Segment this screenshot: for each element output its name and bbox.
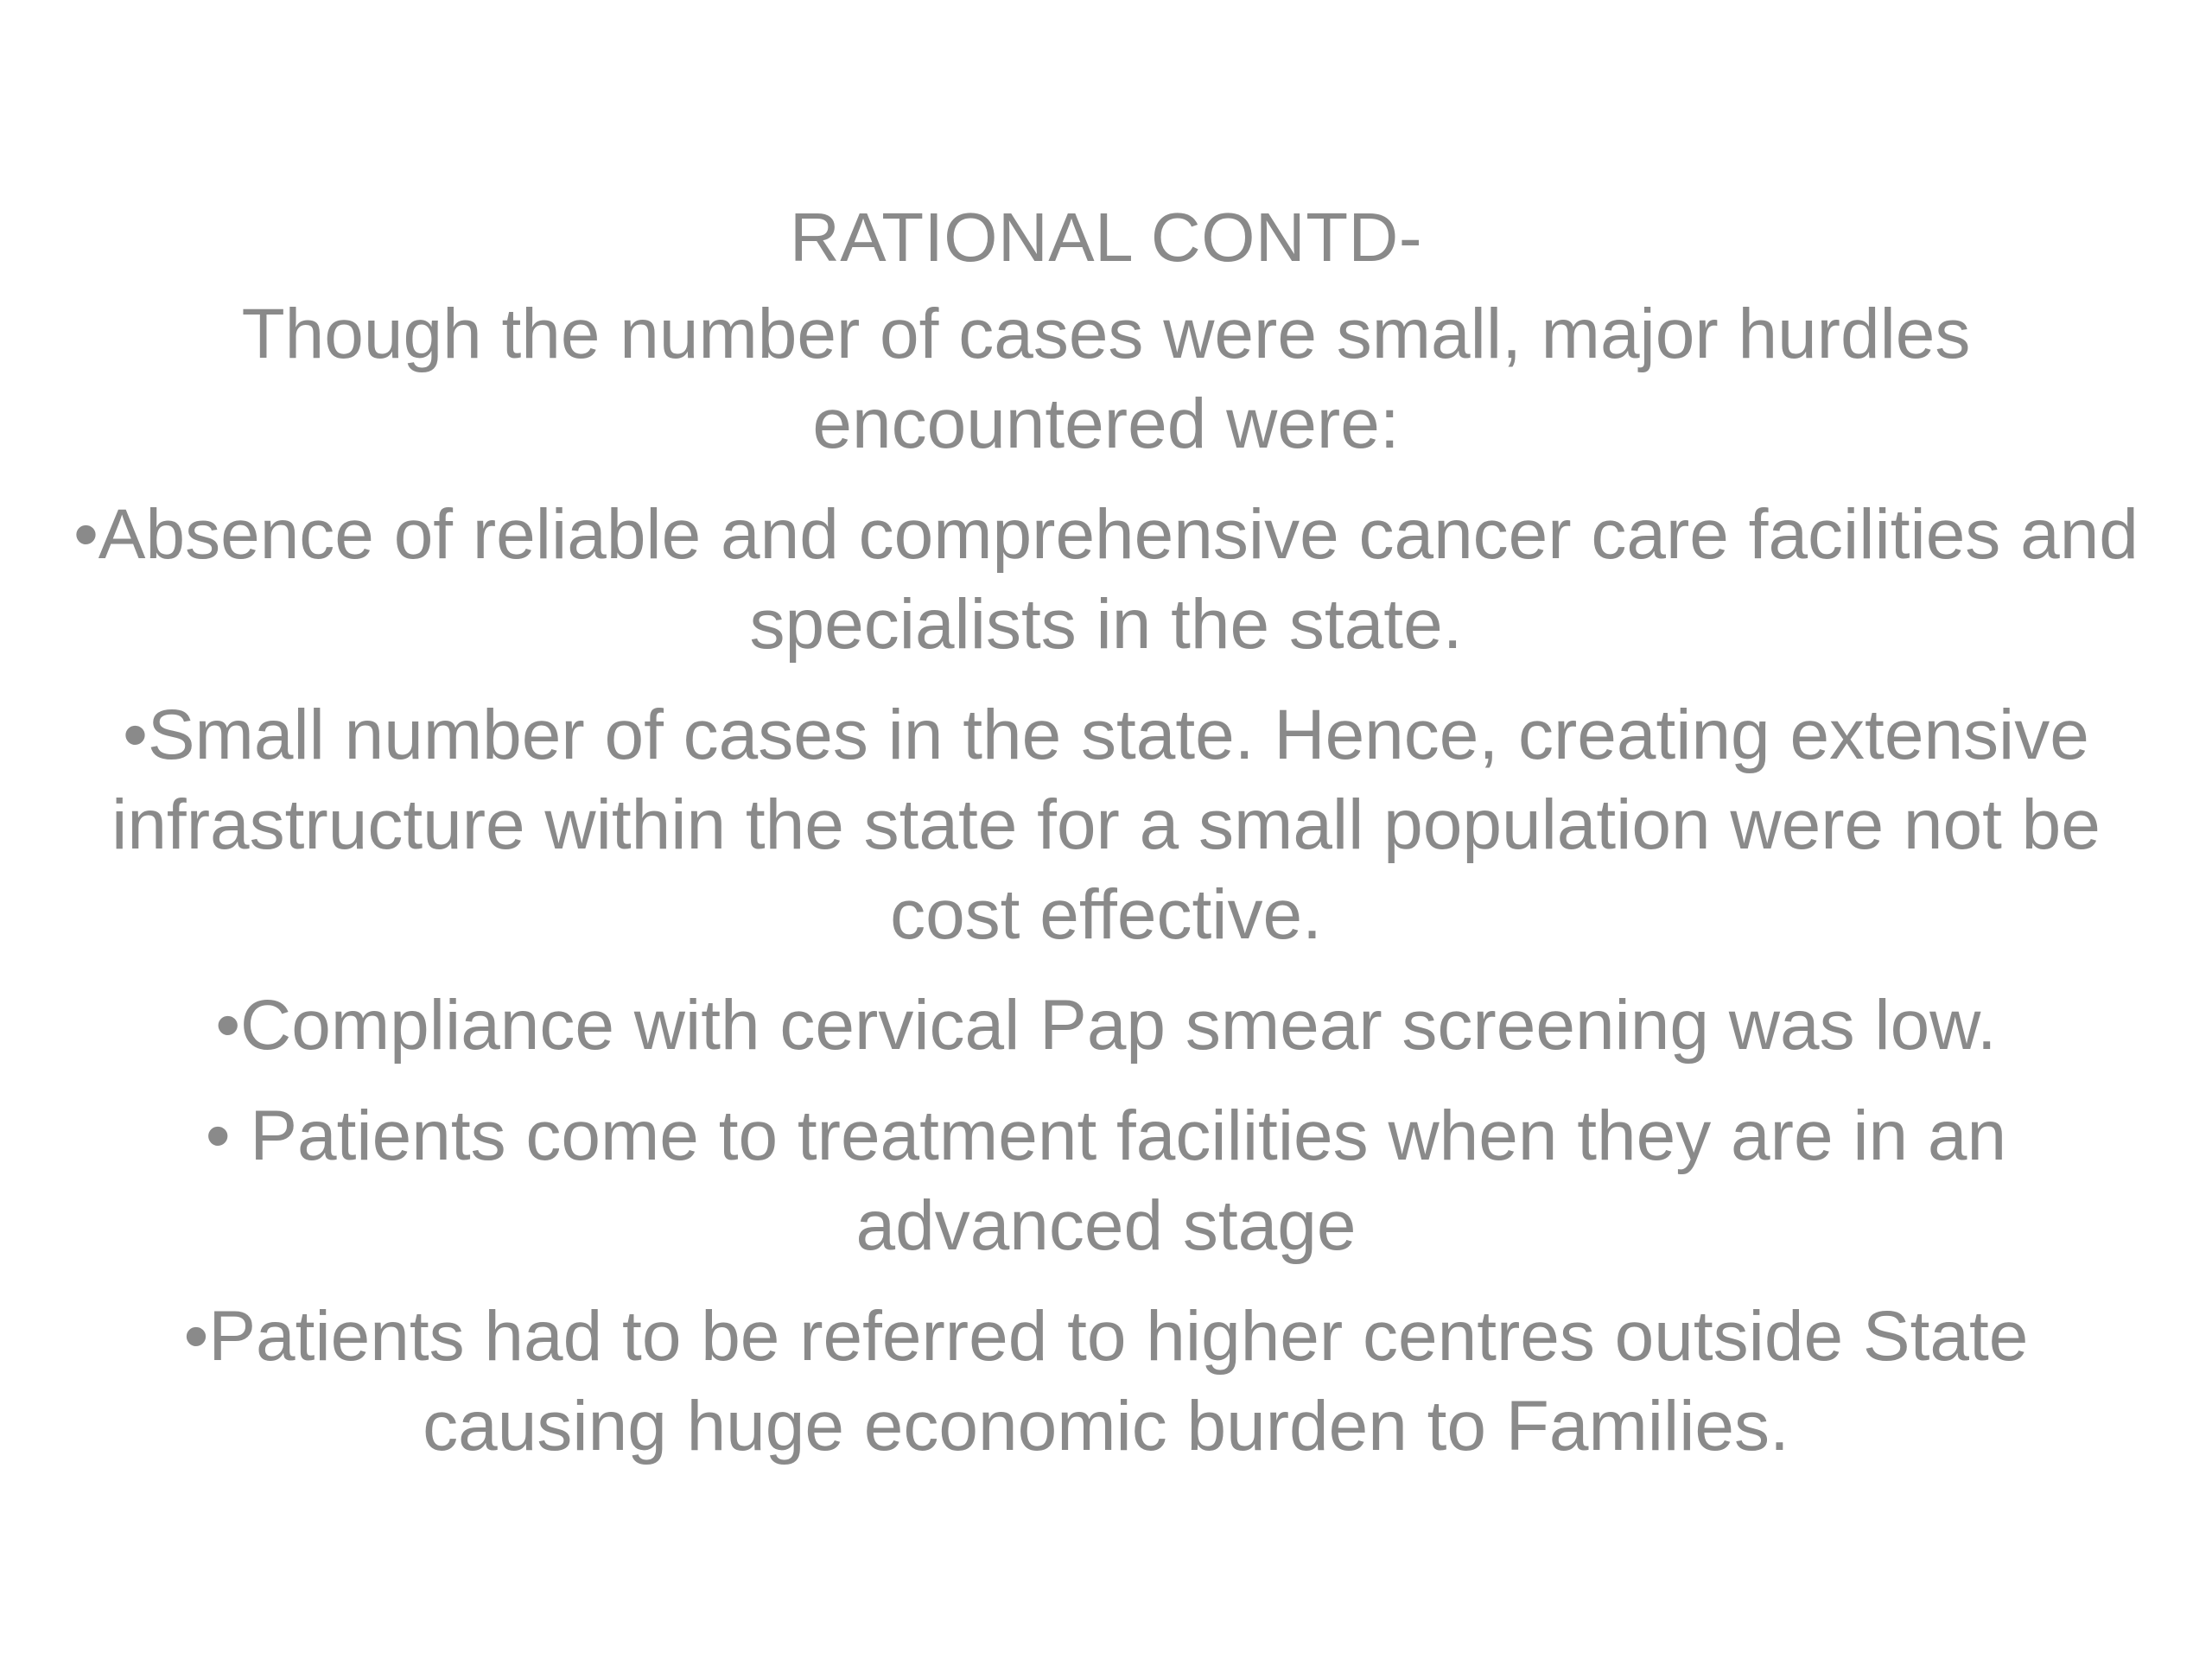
intro-text: Though the number of cases were small, major hurdles encountered were: <box>241 295 1971 463</box>
bullet-item: • Patients come to treatment facilities when they are in an advanced stage <box>205 1096 2007 1265</box>
bullet-item: •Absence of reliable and comprehensive cancer care facilities and specialists in the state. <box>73 495 2139 664</box>
slide-title: RATIONAL CONTD- <box>790 199 1422 276</box>
bullet-item: •Small number of cases in the state. Hence, creating extensive infrastructure within the state for a small population were not be cost effective. <box>111 696 2101 954</box>
bullet-item: •Patients had to be referred to higher centres outside State causing huge economic burden to Families. <box>183 1297 2029 1465</box>
bullet-item: •Compliance with cervical Pap smear screening was low. <box>215 986 1997 1065</box>
